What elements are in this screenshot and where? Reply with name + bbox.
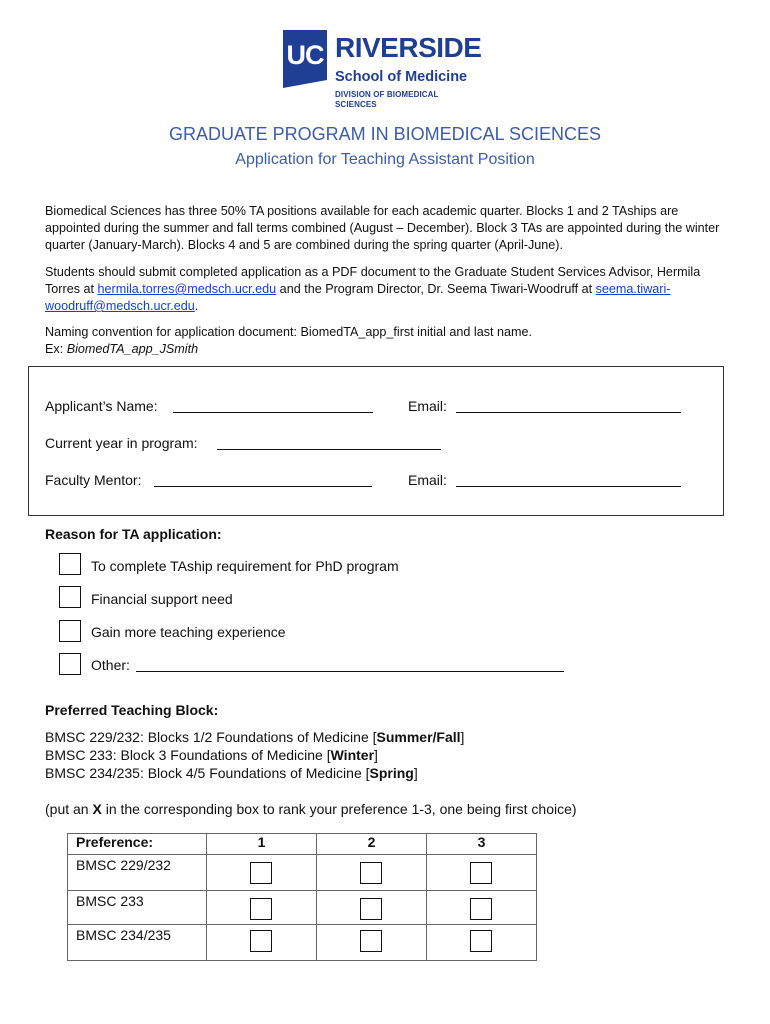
block-line-summer-fall (45, 728, 464, 746)
applicant-email-label: Email: (408, 398, 447, 414)
table-cell (427, 855, 537, 891)
preference-table (67, 833, 537, 961)
table-cell (317, 925, 427, 961)
reason-heading: Reason for TA application: (45, 526, 222, 542)
rank-checkbox-234-1[interactable] (250, 930, 272, 952)
block-term: Summer/Fall (376, 729, 461, 745)
block-bracket: ] (413, 765, 418, 781)
submission-text-b: and the Program Director, Dr. Seema Tiwari-Woodruff at (276, 282, 596, 296)
rank-checkbox-233-1[interactable] (250, 898, 272, 920)
table-row (68, 891, 537, 925)
table-row (68, 855, 537, 891)
table-header-rank-3: 3 (427, 834, 537, 855)
faculty-mentor-label: Faculty Mentor: (45, 472, 142, 488)
uc-logo-mark: UC (283, 30, 327, 80)
rank-checkbox-233-2[interactable] (360, 898, 382, 920)
block-term: Spring (369, 765, 414, 781)
reason-checkbox-other[interactable] (59, 653, 81, 675)
current-year-field[interactable] (217, 448, 441, 450)
naming-text: Naming convention for application document: BiomedTA_app_first initial and last name. (45, 325, 532, 339)
reason-label-financial: Financial support need (91, 591, 233, 607)
note-x: X (92, 801, 102, 817)
table-header-rank-2: 2 (317, 834, 427, 855)
block-term: Winter (330, 747, 375, 763)
rank-checkbox-229-2[interactable] (360, 862, 382, 884)
reason-checkbox-financial[interactable] (59, 586, 81, 608)
mentor-email-label: Email: (408, 472, 447, 488)
applicant-name-field[interactable] (173, 411, 373, 413)
table-cell (427, 925, 537, 961)
faculty-mentor-field[interactable] (154, 485, 372, 487)
reason-checkbox-experience[interactable] (59, 620, 81, 642)
intro-paragraph-naming (45, 324, 725, 358)
ucr-logo (283, 30, 482, 109)
block-text: BMSC 233: Block 3 Foundations of Medicine [ (45, 747, 331, 763)
teaching-block-heading: Preferred Teaching Block: (45, 702, 219, 718)
table-cell (207, 855, 317, 891)
rank-checkbox-233-3[interactable] (470, 898, 492, 920)
table-header-row (68, 834, 537, 855)
intro-paragraph-submission (45, 264, 725, 315)
applicant-email-field[interactable] (456, 411, 681, 413)
page-title: GRADUATE PROGRAM IN BIOMEDICAL SCIENCES (168, 124, 602, 144)
table-cell (317, 891, 427, 925)
table-header-preference: Preference: (68, 834, 207, 855)
reason-label-other: Other: (91, 657, 130, 673)
block-line-spring (45, 764, 418, 782)
block-bracket: ] (460, 729, 465, 745)
table-cell (207, 891, 317, 925)
note-text-b: in the corresponding box to rank your preference 1-3, one being first choice) (101, 801, 577, 817)
rank-checkbox-229-3[interactable] (470, 862, 492, 884)
reason-label-experience: Gain more teaching experience (91, 624, 286, 640)
reason-label-requirement: To complete TAship requirement for PhD program (91, 558, 399, 574)
block-text: BMSC 234/235: Block 4/5 Foundations of Medicine [ (45, 765, 370, 781)
reason-checkbox-requirement[interactable] (59, 553, 81, 575)
note-text-a: (put an (45, 801, 93, 817)
logo-division: DIVISION OF BIOMEDICAL SCIENCES (335, 90, 439, 109)
ranking-instructions (45, 800, 577, 818)
table-row-label: BMSC 234/235 (68, 925, 207, 961)
block-text: BMSC 229/232: Blocks 1/2 Foundations of Medicine [ (45, 729, 377, 745)
logo-school: School of Medicine (335, 69, 468, 85)
table-row-label: BMSC 229/232 (68, 855, 207, 891)
submission-text-c: . (194, 299, 199, 313)
naming-example: BiomedTA_app_JSmith (66, 342, 199, 356)
applicant-info-box (28, 366, 724, 516)
table-row-label: BMSC 233 (68, 891, 207, 925)
logo-riverside: RIVERSIDE (335, 32, 482, 63)
email-link-hermila[interactable]: hermila.torres@medsch.ucr.edu (97, 282, 277, 296)
table-header-rank-1: 1 (207, 834, 317, 855)
page-subtitle: Application for Teaching Assistant Position (235, 151, 535, 168)
rank-checkbox-229-1[interactable] (250, 862, 272, 884)
block-bracket: ] (374, 747, 378, 763)
table-cell (317, 855, 427, 891)
rank-checkbox-234-2[interactable] (360, 930, 382, 952)
block-line-winter (45, 746, 378, 764)
email-link-seema[interactable]: seema.tiwari-woodruff@medsch.ucr.edu (45, 282, 671, 313)
naming-example-label: Ex: (45, 342, 67, 356)
submission-text-a: Students should submit completed application as a PDF document to the Graduate Student Services Advisor, Hermila Torres at (45, 265, 701, 296)
table-row (68, 925, 537, 961)
current-year-label: Current year in program: (45, 435, 198, 451)
applicant-name-label: Applicant’s Name: (45, 398, 158, 414)
mentor-email-field[interactable] (456, 485, 681, 487)
table-cell (427, 891, 537, 925)
intro-paragraph-positions: Biomedical Sciences has three 50% TA positions available for each academic quarter. Blocks 1 and 2 TAships are appointed during the summer and fall terms combined (August – December). Block 3 TAs are appointed during the winter quarter (January-March). Blocks 4 and 5 are combined during the spring quarter (April-June). (45, 204, 720, 252)
rank-checkbox-234-3[interactable] (470, 930, 492, 952)
reason-other-field[interactable] (136, 670, 564, 672)
table-cell (207, 925, 317, 961)
